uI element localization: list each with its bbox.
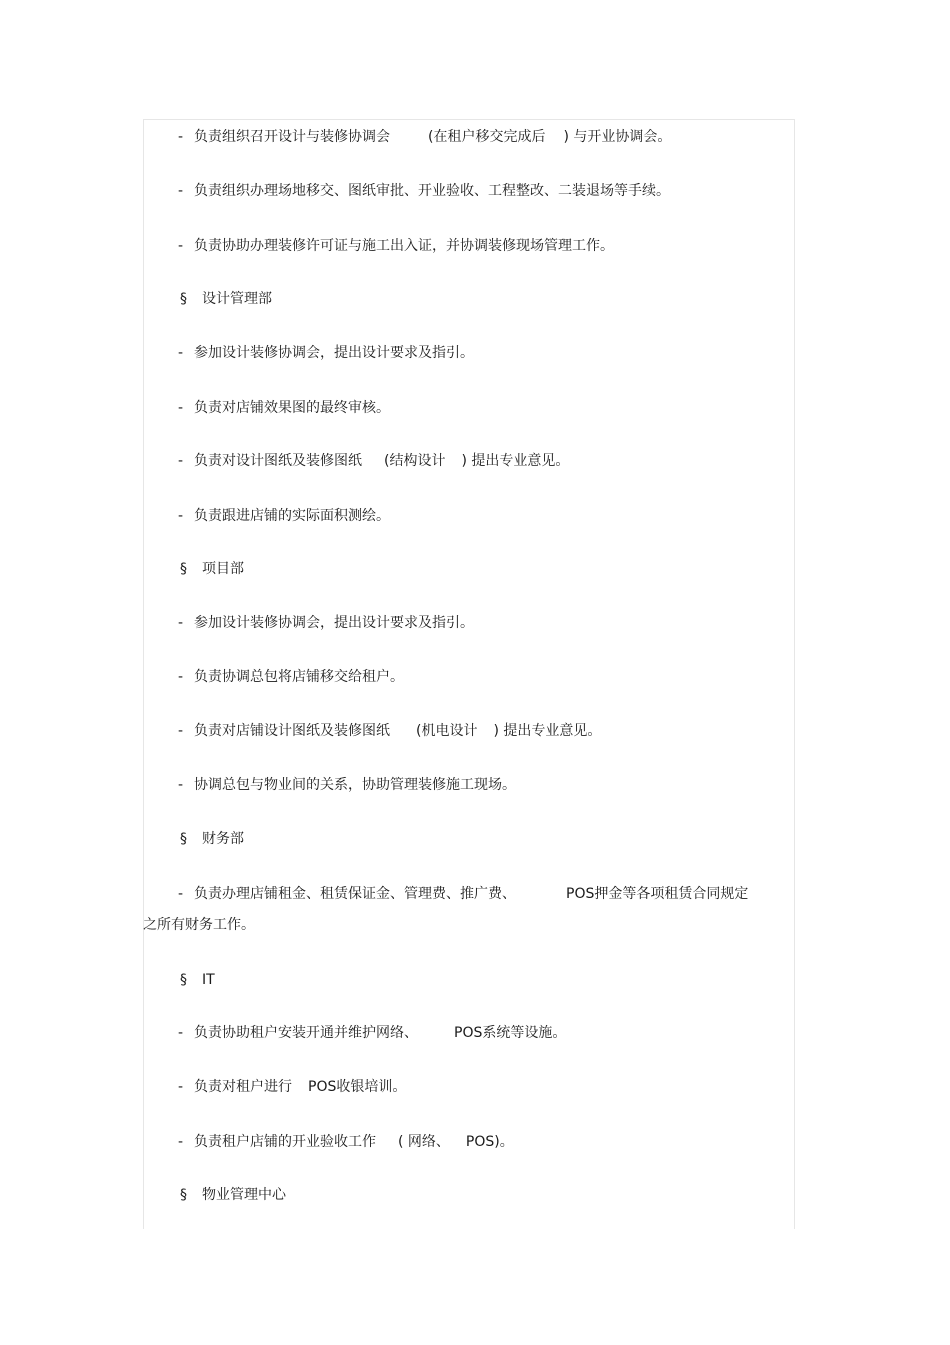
dash-marker: - — [178, 1025, 184, 1041]
section-heading — [180, 290, 272, 308]
item-text: 协调总包与物业间的关系，协助管理装修施工现场。 — [194, 777, 516, 793]
dash-marker: - — [178, 886, 184, 902]
item-text: 参加设计装修协调会，提出设计要求及指引。 — [194, 615, 474, 631]
dash-marker: - — [178, 669, 184, 685]
section-heading — [180, 830, 244, 848]
list-item — [178, 128, 671, 146]
item-text: POS押金等各项租赁合同规定 — [566, 886, 749, 902]
item-text: 负责协助租户安装开通并维护网络、 — [194, 1025, 418, 1041]
item-text: 负责组织办理场地移交、图纸审批、开业验收、工程整改、二装退场等手续。 — [194, 183, 670, 199]
dash-marker: - — [178, 129, 184, 145]
section-mark: § — [180, 561, 187, 577]
section-heading — [180, 560, 244, 578]
section-title: 设计管理部 — [202, 291, 272, 307]
dash-marker: - — [178, 508, 184, 524]
dash-marker: - — [178, 615, 184, 631]
item-text: POS)。 — [465, 1134, 514, 1150]
dash-marker: - — [178, 1134, 184, 1150]
item-text: (机电设计 — [416, 723, 478, 739]
dash-marker: - — [178, 345, 184, 361]
item-text: ) 提出专业意见。 — [461, 453, 570, 469]
item-text: 负责租户店铺的开业验收工作 — [194, 1134, 376, 1150]
dash-marker: - — [178, 453, 184, 469]
dash-marker: - — [178, 238, 184, 254]
section-mark: § — [180, 291, 187, 307]
section-title: 财务部 — [202, 831, 244, 847]
dash-marker: - — [178, 1079, 184, 1095]
list-item — [178, 237, 614, 255]
dash-marker: - — [178, 777, 184, 793]
dash-marker: - — [178, 183, 184, 199]
item-text: 负责跟进店铺的实际面积测绘。 — [194, 508, 390, 524]
item-text: 负责办理店铺租金、租赁保证金、管理费、推广费、 — [194, 886, 516, 902]
list-item — [178, 182, 670, 200]
section-mark: § — [180, 1187, 187, 1203]
section-title: 物业管理中心 — [202, 1187, 286, 1203]
item-text: 负责对租户进行 — [194, 1079, 292, 1095]
list-item — [178, 722, 601, 740]
item-text: 负责对店铺效果图的最终审核。 — [194, 400, 390, 416]
list-item — [178, 776, 516, 794]
section-title: 项目部 — [202, 561, 244, 577]
list-item — [178, 399, 390, 417]
item-text: (在租户移交完成后 — [428, 129, 546, 145]
item-text: ( 网络、 — [398, 1134, 450, 1150]
item-text: 参加设计装修协调会，提出设计要求及指引。 — [194, 345, 474, 361]
list-item — [178, 614, 474, 632]
section-title: IT — [202, 972, 215, 988]
dash-marker: - — [178, 723, 184, 739]
item-text: 负责对设计图纸及装修图纸 — [194, 453, 362, 469]
item-text: 负责组织召开设计与装修协调会 — [194, 129, 390, 145]
list-item — [178, 668, 404, 686]
item-text: 负责协助办理装修许可证与施工出入证，并协调装修现场管理工作。 — [194, 238, 614, 254]
item-text: 负责对店铺设计图纸及装修图纸 — [194, 723, 390, 739]
dash-marker: - — [178, 400, 184, 416]
item-text: ) 与开业协调会。 — [563, 129, 672, 145]
item-text: (结构设计 — [384, 453, 446, 469]
list-item — [178, 885, 748, 903]
item-text: POS收银培训。 — [308, 1079, 407, 1095]
item-text: 负责协调总包将店铺移交给租户。 — [194, 669, 404, 685]
section-heading — [180, 971, 215, 989]
section-heading — [180, 1186, 286, 1204]
item-text: POS系统等设施。 — [454, 1025, 567, 1041]
list-item-continuation: 之所有财务工作。 — [143, 917, 255, 933]
section-mark: § — [180, 972, 187, 988]
item-text: ) 提出专业意见。 — [493, 723, 602, 739]
list-item — [178, 452, 569, 470]
list-item — [178, 1024, 566, 1042]
section-mark: § — [180, 831, 187, 847]
list-item — [178, 1078, 406, 1096]
list-item — [178, 1133, 514, 1151]
list-item — [178, 507, 390, 525]
list-item — [178, 344, 474, 362]
